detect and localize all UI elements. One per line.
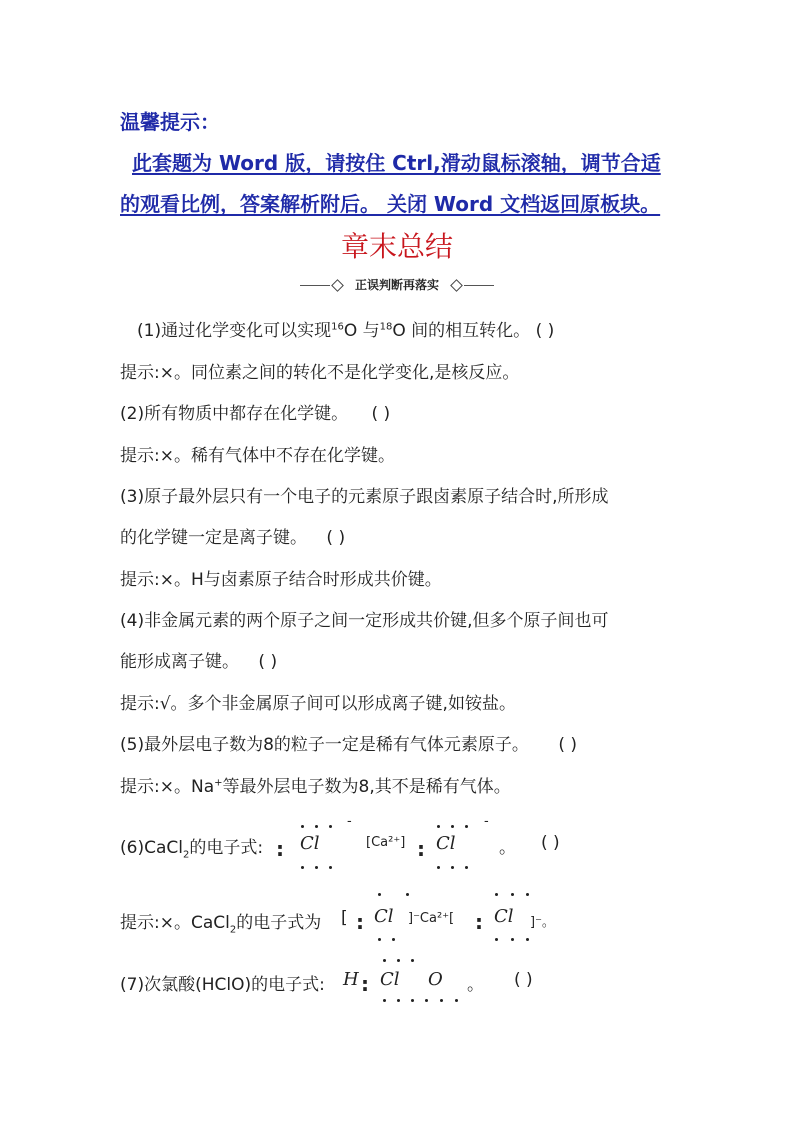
electron-dot — [425, 999, 428, 1002]
q7-paren: ( ) — [514, 970, 533, 990]
answer-1: 提示:×。同位素之间的转化不是化学变化,是核反应。 — [120, 363, 520, 383]
answer-6 — [120, 908, 321, 935]
q5-paren: ( ) — [558, 735, 577, 755]
notice-line-1: 此套题为 Word 版，请按住 Ctrl,滑动鼠标滚轴，调节合适 — [132, 151, 661, 175]
a6-prefix: 提示:×。CaCl — [120, 913, 230, 933]
q1-prefix: (1)通过化学变化可以实现 — [137, 321, 332, 341]
cl-symbol-5: Cl — [380, 969, 400, 990]
colon-dots: : — [356, 910, 364, 934]
q3-text: 的化学键一定是离子键。 — [120, 528, 307, 548]
page-title: 章末总结 — [340, 230, 453, 263]
cl-symbol-2: Cl — [436, 833, 456, 854]
question-5 — [120, 730, 577, 755]
answer-2: 提示:×。稀有气体中不存在化学键。 — [120, 446, 395, 466]
electron-dot — [526, 893, 529, 896]
section-label: 正误判断再落实 — [354, 278, 439, 292]
question-6 — [120, 833, 263, 860]
a5-suffix: 等最外层电子数为8,其不是稀有气体。 — [222, 777, 511, 797]
electron-dot — [392, 938, 395, 941]
electron-dot — [329, 866, 332, 869]
question-4-line-1: (4)非金属元素的两个原子之间一定形成共价键,但多个原子间也可 — [120, 611, 609, 631]
q2-text: (2)所有物质中都存在化学键。 — [120, 404, 349, 424]
electron-dot — [329, 825, 332, 828]
electron-dot — [411, 999, 414, 1002]
q1-paren: ( ) — [535, 321, 555, 341]
q6-paren: ( ) — [541, 833, 560, 853]
q1-suffix: O 间的相互转化。 — [392, 321, 531, 341]
q6-period: 。 — [499, 838, 516, 858]
q1-mass-16: 16 — [331, 321, 344, 333]
notice-line-2: 的观看比例，答案解析附后。 关闭 Word 文档返回原板块。 — [120, 192, 661, 216]
electron-dot — [437, 866, 440, 869]
electron-dot — [301, 825, 304, 828]
electron-dot — [495, 938, 498, 941]
ca-ion: [Ca²⁺] — [366, 835, 406, 850]
q6-sub: 2 — [182, 849, 190, 861]
electron-dot — [526, 938, 529, 941]
q6-prefix: (6)CaCl — [120, 838, 183, 858]
question-2 — [120, 399, 390, 424]
diamond-icon — [450, 279, 463, 292]
question-7: (7)次氯酸(HClO)的电子式: — [120, 975, 325, 995]
electron-dot — [397, 999, 400, 1002]
minus-sign-1: - — [347, 814, 352, 829]
electron-dot — [437, 825, 440, 828]
h-symbol: H — [343, 969, 359, 990]
electron-dot — [495, 893, 498, 896]
colon-dots: : — [475, 910, 483, 934]
answer-5 — [120, 772, 511, 797]
q4-paren: ( ) — [258, 652, 278, 672]
question-4-line-2 — [120, 647, 277, 672]
answer-4: 提示:√。多个非金属原子间可以形成离子键,如铵盐。 — [120, 694, 516, 714]
electron-dot — [511, 893, 514, 896]
electron-dot — [406, 893, 409, 896]
question-3-line-1: (3)原子最外层只有一个电子的元素原子跟卤素原子结合时,所形成 — [120, 487, 609, 507]
electron-dot — [465, 825, 468, 828]
question-3-line-2 — [120, 523, 345, 548]
divider-line-left — [300, 285, 330, 286]
colon-dots: : — [417, 837, 425, 861]
a6-mid: 的电子式为 — [236, 913, 322, 933]
q5-text: (5)最外层电子数为8的粒子一定是稀有气体元素原子。 — [120, 735, 529, 755]
q4-text: 能形成离子键。 — [120, 652, 239, 672]
cl-symbol-1: Cl — [300, 833, 320, 854]
electron-dot — [411, 959, 414, 962]
notice-heading: 温馨提示： — [120, 110, 220, 134]
electron-dot — [440, 999, 443, 1002]
cl-symbol-3: Cl — [374, 906, 394, 927]
q3-paren: ( ) — [326, 528, 346, 548]
electron-dot — [383, 959, 386, 962]
o-symbol: O — [428, 969, 443, 990]
q1-mass-18: 18 — [379, 321, 393, 333]
electron-dot — [455, 999, 458, 1002]
q2-paren: ( ) — [371, 404, 391, 424]
electron-dot — [465, 866, 468, 869]
electron-dot — [315, 866, 318, 869]
cl-symbol-4: Cl — [494, 906, 514, 927]
divider-line-right — [464, 285, 494, 286]
electron-dot — [301, 866, 304, 869]
diamond-icon — [331, 279, 344, 292]
electron-dot — [397, 959, 400, 962]
q7-period: 。 — [467, 975, 484, 995]
q6-suffix: 的电子式: — [189, 838, 264, 858]
q1-o1: O 与 — [343, 321, 380, 341]
answer-3: 提示:×。H与卤素原子结合时形成共价键。 — [120, 570, 442, 590]
electron-dot — [451, 825, 454, 828]
bracket-open: [ — [341, 908, 348, 928]
minus-sign-2: - — [484, 814, 489, 829]
ca-ion-answer: ]⁻Ca²⁺[ — [408, 911, 455, 926]
colon-dots: : — [361, 972, 369, 996]
question-1 — [137, 316, 554, 341]
electron-dot — [511, 938, 514, 941]
electron-dot — [451, 866, 454, 869]
a5-prefix: 提示:×。Na — [120, 777, 215, 797]
a5-sup: + — [214, 777, 223, 789]
a6-sub: 2 — [229, 924, 237, 936]
section-divider — [300, 276, 494, 296]
electron-dot — [378, 893, 381, 896]
electron-dot — [315, 825, 318, 828]
a6-end: ]⁻。 — [530, 915, 555, 930]
colon-dots: : — [276, 837, 284, 861]
electron-dot — [378, 938, 381, 941]
electron-dot — [383, 999, 386, 1002]
